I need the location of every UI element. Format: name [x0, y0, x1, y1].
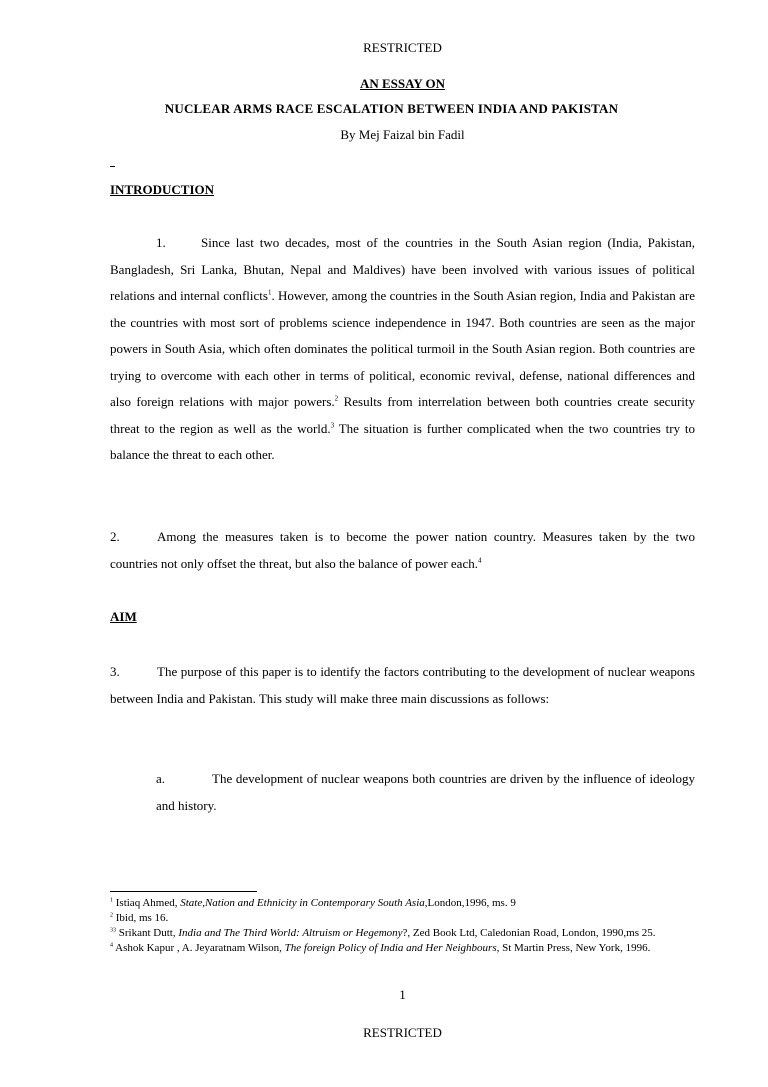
footnote-text: ,London,1996, ms. 9 — [424, 897, 516, 909]
paragraph-3 — [110, 659, 695, 712]
paragraph-number: 2. — [110, 529, 120, 544]
paragraph-text: . However, among the countries in the South Asian region, India and Pakistan are the countries with most sort of problems science independence in 1947. Both countries are seen as the major powers in South Asia, which often dominates the political turmoil in the South Asian region. Both countries are trying to overcome with each other in terms of political, economic revival, defense, national differences and also foreign relations with major powers. — [110, 288, 695, 409]
paragraph-1 — [110, 230, 695, 469]
footnote-text: Istiaq Ahmed, — [113, 897, 181, 909]
page-number: 1 — [399, 987, 406, 1002]
footnote-mark: 1 — [110, 897, 113, 904]
paragraph-text: Among the measures taken is to become the power nation country. Measures taken by the two countries not only offset the threat, but also the balance of power each. — [110, 529, 695, 571]
footnote-title: India and The Third World: Altruism or Hegemony — [178, 927, 403, 939]
subparagraph-a — [156, 766, 695, 819]
footnote-text: Ashok Kapur , A. Jeyaratnam Wilson, — [113, 942, 285, 954]
footnote-text: Ibid, ms 16. — [113, 912, 169, 924]
footnote-text: ?, Zed Book Ltd, Caledonian Road, London, 1990,ms 25. — [402, 927, 656, 939]
classification-header: RESTRICTED — [363, 40, 442, 55]
author-byline: By Mej Faizal bin Fadil — [340, 127, 465, 142]
footnote-text: , St Martin Press, New York, 1996. — [496, 942, 651, 954]
footnote-ref: 2 — [334, 394, 339, 403]
footnotes — [110, 896, 690, 956]
paragraph-text: Since last two decades, most of the countries in the South Asian region (India, Pakistan, Bangladesh, Sri Lanka, Bhutan, Nepal and Maldives) have been involved with various issues of political relations and internal conflicts — [110, 235, 695, 303]
footnote-mark: 4 — [110, 942, 113, 949]
footnote-text: Srikant Dutt, — [116, 927, 179, 939]
title-line-2: NUCLEAR ARMS RACE ESCALATION BETWEEN INDIA AND PAKISTAN — [164, 101, 619, 116]
paragraph-text: The situation is further complicated when the two countries try to balance the threat to each other. — [110, 420, 695, 462]
stray-mark — [110, 166, 115, 167]
footnote-title: The foreign Policy of India and Her Neighbours — [284, 942, 497, 954]
paragraph-2 — [110, 524, 695, 577]
footnote-ref: 3 — [330, 421, 335, 430]
paragraph-text: Results from interrelation between both countries create security threat to the region as well as the world. — [110, 394, 695, 436]
paragraph-text: The purpose of this paper is to identify the factors contributing to the development of nuclear weapons between India and Pakistan. This study will make three main discussions as follows: — [110, 664, 695, 706]
heading-introduction: INTRODUCTION — [110, 182, 215, 197]
footnote-title: State,Nation and Ethnicity in Contemporary South Asia — [180, 897, 425, 909]
heading-aim: AIM — [110, 609, 137, 624]
footnote-separator — [110, 891, 257, 892]
footnote-mark: 33 — [110, 927, 116, 934]
footnote-ref: 1 — [267, 288, 272, 297]
footnote-4 — [110, 941, 690, 956]
paragraph-number: 1. — [156, 235, 166, 250]
title-line-1: AN ESSAY ON — [359, 76, 445, 91]
subparagraph-letter: a. — [156, 771, 166, 786]
footnote-2 — [110, 911, 690, 926]
footnote-mark: 2 — [110, 912, 113, 919]
footnote-ref: 4 — [477, 556, 482, 565]
paragraph-number: 3. — [110, 664, 120, 679]
footnote-1 — [110, 896, 690, 911]
footnote-3 — [110, 926, 690, 941]
subparagraph-text: The development of nuclear weapons both countries are driven by the influence of ideology and history. — [156, 771, 695, 813]
classification-footer: RESTRICTED — [363, 1025, 442, 1040]
